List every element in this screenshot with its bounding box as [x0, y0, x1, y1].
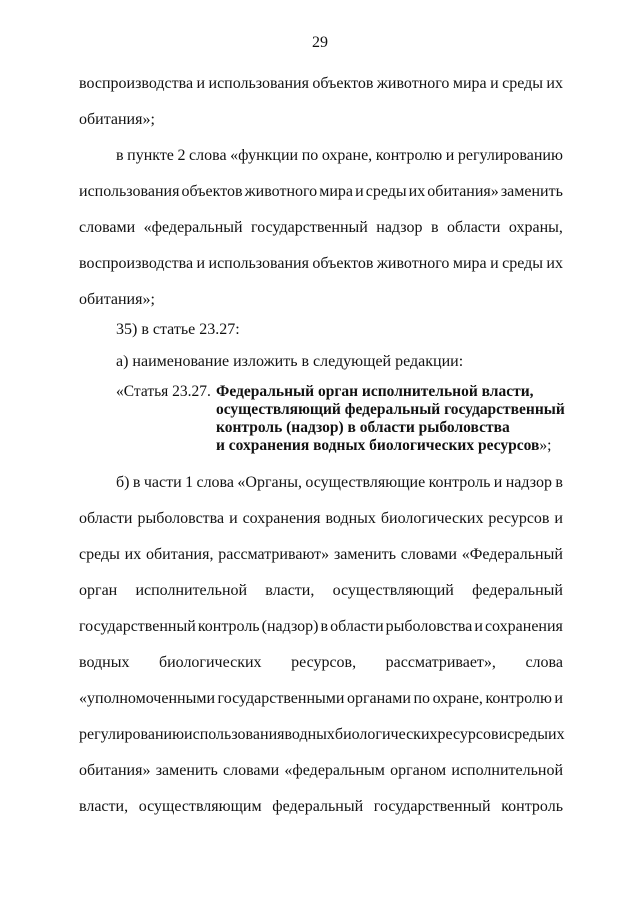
word: животного [376, 255, 450, 272]
word: по [301, 147, 319, 164]
paragraph-b-line [79, 581, 563, 601]
word: и [490, 75, 499, 92]
word: среды [502, 255, 543, 272]
word: и [196, 255, 206, 272]
word: воспроизводства [79, 75, 194, 92]
word: регулированию [457, 147, 563, 164]
word: словами [400, 546, 457, 563]
word: власти, [79, 798, 129, 815]
word: в [320, 618, 329, 635]
word: охране, [321, 147, 373, 164]
word: биологических [158, 654, 262, 671]
article-title-line-text: и сохранения водных биологических ресурсов [216, 437, 540, 454]
word: среды [79, 546, 120, 563]
word: области [446, 219, 501, 236]
word: их [546, 255, 563, 272]
word: слова [196, 474, 234, 491]
word: и [355, 183, 364, 200]
word: заменить [155, 762, 218, 779]
article-title-line: осуществляющий федеральный государственный [216, 401, 565, 418]
word: государственный [79, 618, 196, 635]
word: «Федеральный [461, 546, 563, 563]
word: среды [502, 75, 543, 92]
word: использования [79, 183, 180, 200]
word: мира [452, 255, 487, 272]
word: использования [184, 726, 285, 743]
word: среды [507, 726, 549, 743]
item-a: а) наименование изложить в следующей редакции: [116, 353, 464, 370]
word: государственными [217, 690, 345, 707]
word: «Органы, [237, 474, 302, 491]
word: их [408, 183, 426, 200]
word: и [229, 510, 238, 527]
word: их [548, 726, 565, 743]
word: контролю [485, 690, 552, 707]
word: водных [325, 510, 376, 527]
word: федеральный [472, 582, 563, 599]
word: надзор [376, 219, 423, 236]
paragraph-2-line [79, 290, 563, 310]
word: и [493, 474, 503, 491]
word: среды [365, 183, 407, 200]
paragraph-2-line [79, 182, 563, 202]
word: рассматривает», [385, 654, 496, 671]
word: ресурсов [437, 726, 499, 743]
word: контроль [197, 618, 260, 635]
word: обитания» [427, 183, 499, 200]
word: органом [390, 762, 447, 779]
word: животного [244, 183, 318, 200]
article-title [216, 383, 576, 455]
word: в [132, 474, 141, 491]
word: их [124, 546, 142, 563]
word: мира [319, 183, 354, 200]
word: животного [376, 75, 450, 92]
word: исполнительной [451, 762, 563, 779]
word: слова [189, 147, 227, 164]
word: воспроизводства [79, 255, 194, 272]
word: органами [346, 690, 411, 707]
word: слова [525, 654, 563, 671]
word: и [498, 726, 508, 743]
word: пункте [127, 147, 174, 164]
paragraph-b-line [79, 761, 563, 781]
paragraph-b-line [79, 653, 563, 673]
word: контролю [375, 147, 443, 164]
word: в [116, 147, 124, 164]
word: их [546, 75, 563, 92]
word: биологических [380, 510, 484, 527]
word: использования [208, 255, 309, 272]
word: «функции [230, 147, 299, 164]
word: в [555, 474, 563, 491]
paragraph-2-line [116, 146, 563, 166]
word: б) [116, 474, 130, 491]
paragraph-b-line [116, 473, 563, 493]
paragraph-b-line [79, 617, 563, 637]
word: рассматривают» [218, 546, 330, 563]
word: исполнительной [135, 582, 248, 599]
word: и [196, 75, 206, 92]
paragraph-b-line [79, 725, 563, 745]
word: и [474, 618, 483, 635]
article-closing: »; [539, 437, 552, 454]
word: по [413, 690, 431, 707]
word: государственный [251, 219, 368, 236]
word: области [330, 618, 384, 635]
word: власти, [265, 582, 315, 599]
word: контроль [428, 474, 491, 491]
word: федеральный [272, 798, 364, 815]
article-title-line-last [216, 437, 576, 455]
article-label: «Статья 23.27. [116, 383, 211, 400]
word: объектов [312, 255, 374, 272]
word: в [430, 219, 439, 236]
word: охраны, [508, 219, 563, 236]
word: рыболовства [137, 510, 225, 527]
item-35: 35) в статье 23.27: [116, 321, 240, 338]
word: 1 [185, 474, 194, 491]
word: обитания»; [79, 291, 155, 308]
word: (надзор) [261, 618, 319, 635]
word: осуществляющие [305, 474, 426, 491]
word: обитания, [145, 546, 214, 563]
word: и [490, 255, 499, 272]
paragraph-b-line [79, 545, 563, 565]
word: биологических [334, 726, 438, 743]
article-title-line: Федеральный орган исполнительной власти, [216, 383, 534, 400]
paragraph-b-line [79, 797, 563, 817]
word: объектов [181, 183, 243, 200]
word: регулированию [79, 726, 185, 743]
word: области [79, 510, 133, 527]
word: словами [222, 762, 280, 779]
word: надзор [505, 474, 552, 491]
word: «федеральным [284, 762, 385, 779]
word: 2 [177, 147, 186, 164]
word: водных [284, 726, 335, 743]
word: и [445, 147, 455, 164]
word: сохранения [242, 510, 321, 527]
word: заменить [500, 183, 563, 200]
paragraph-2-line [79, 218, 563, 238]
word: «уполномоченными [79, 690, 216, 707]
word: рыболовства [385, 618, 473, 635]
paragraph-1-line [79, 110, 563, 130]
word: ресурсов, [291, 654, 357, 671]
paragraph-b-line [79, 689, 563, 709]
word: сохранения [484, 618, 563, 635]
word: государственный [373, 798, 491, 815]
article-title-line: контроль (надзор) в области рыболовства [216, 419, 510, 436]
paragraph-b-line [79, 509, 563, 529]
word: контроль [501, 798, 563, 815]
word: осуществляющим [138, 798, 262, 815]
word: мира [452, 75, 487, 92]
word: осуществляющий [332, 582, 454, 599]
word: ресурсов [488, 510, 550, 527]
word: «федеральный [143, 219, 243, 236]
page-number: 29 [312, 34, 328, 51]
word: объектов [312, 75, 374, 92]
word: и [554, 690, 563, 707]
word: использования [208, 75, 309, 92]
word: обитания»; [79, 111, 155, 128]
word: водных [79, 654, 130, 671]
word: заменить [333, 546, 396, 563]
word: словами [79, 219, 136, 236]
word: орган [79, 582, 118, 599]
word: и [554, 510, 563, 527]
word: обитания» [79, 762, 151, 779]
paragraph-1-line [79, 74, 563, 94]
paragraph-2-line [79, 254, 563, 274]
word: охране, [432, 690, 483, 707]
word: части [143, 474, 182, 491]
